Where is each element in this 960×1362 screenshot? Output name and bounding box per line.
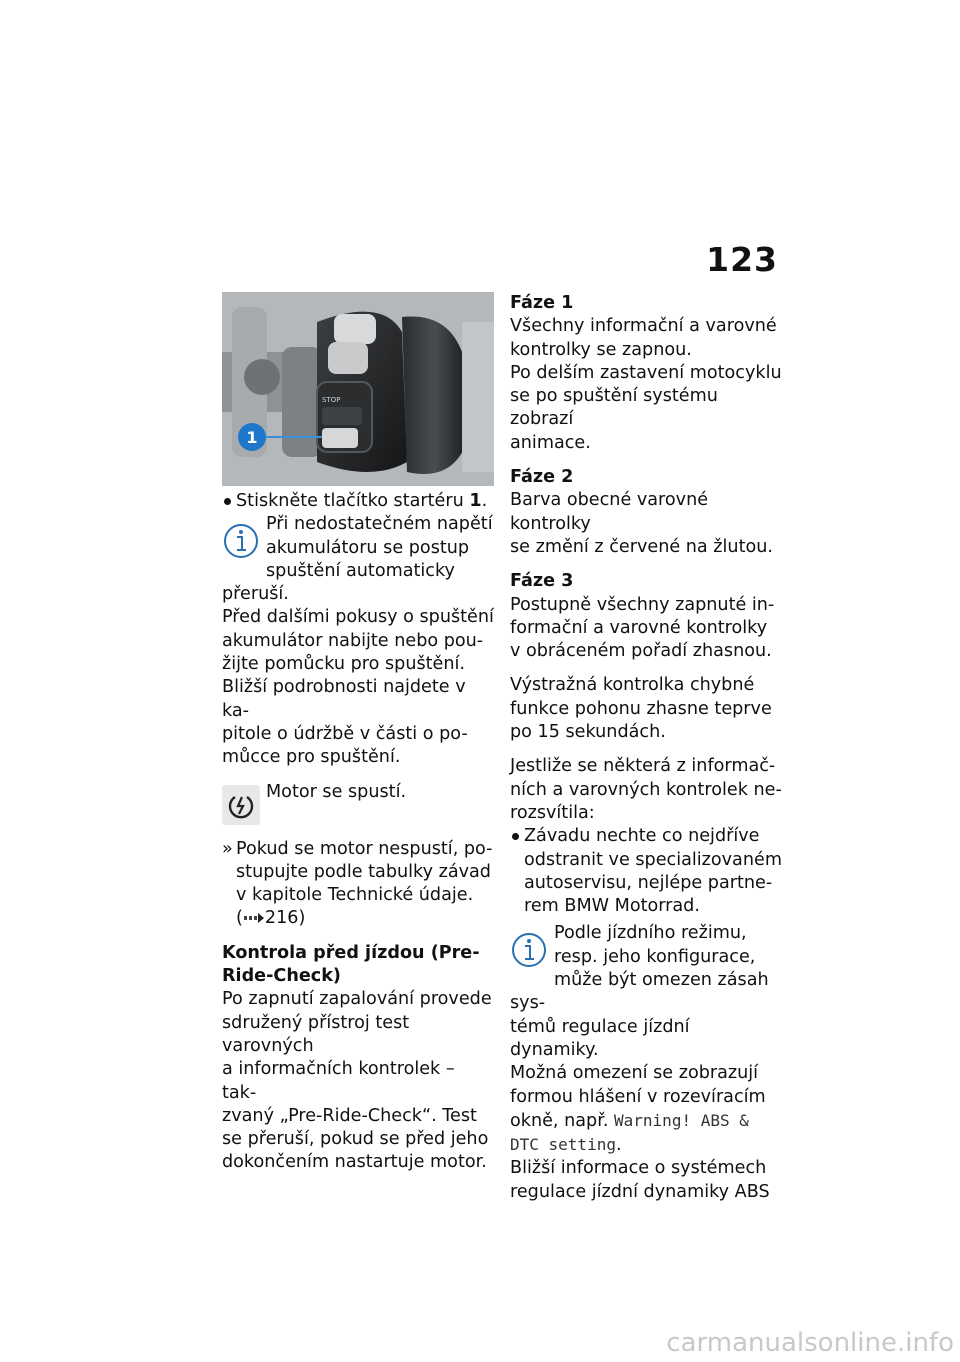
engine-start-symbol	[222, 785, 260, 825]
phase-1-section: Fáze 1 Všechny informační a varovné kontrolky se zapnou. Po delším zastavení motocyklu se po spuštění systému zobrazí animace.	[510, 293, 782, 453]
result-engine-starts: Motor se spustí.	[222, 781, 494, 827]
stop-label: STOP	[322, 396, 341, 404]
bullet-have-fault-repaired: Závadu nechte co nejdříve odstranit ve specializovaném autoservisu, nejlépe partne- rem BMW Motorrad.	[510, 825, 782, 918]
info-note-riding-mode	[510, 922, 782, 1204]
pre-ride-check-body: Po zapnutí zapalování provede sdružený přístroj test varovných a informačních kontrolek – tak- zvaný „Pre-Ride-Check“. Test se přeruší, pokud se před jeho dokončením nastartuje motor.	[222, 989, 492, 1173]
pre-ride-check-heading: Kontrola před jízdou (Pre- Ride-Check)	[222, 942, 480, 987]
display-message-part1: Warning! ABS &	[614, 1110, 749, 1130]
left-column	[222, 292, 494, 1175]
phase-2-heading: Fáze 2	[510, 467, 574, 488]
step-press-starter: Stiskněte tlačítko startéru 1.	[222, 490, 494, 513]
if-engine-not-start: » Pokud se motor nespustí, po- stupujte podle tabulky závad v kapitole Technické údaje. ( 216)	[222, 838, 494, 931]
lamps-not-lit-note: Jestliže se některá z informač- ních a varovných kontrolek ne- rozsvítila:	[510, 756, 782, 823]
handlebar-illustration	[222, 292, 494, 486]
drive-fault-lamp-note: Výstražná kontrolka chybné funkce pohonu zhasne teprve po 15 sekundách.	[510, 675, 772, 743]
info-text-riding-mode: Podle jízdního režimu, resp. jeho konfigurace, může být omezen zásah sys- témů regulace jízdní dynamiky. Možná omezení se zobrazují formou hlášení v rozevíracím okně, např. Warning! ABS & DTC setting. Bližší informace o systémech regulace jízdní dynamiky ABS	[510, 923, 770, 1202]
phase-3-heading: Fáze 3	[510, 571, 574, 592]
display-message-part2: DTC setting	[510, 1135, 616, 1155]
pre-ride-check-section	[222, 942, 494, 1175]
info-text-battery: Při nedostatečném napětí akumulátoru se postup spuštění automaticky přeruší. Před dalšími pokusy o spuštění akumulátor nabijte nebo pou- žijte pomůcku pro spuštění. Bližší podrobnosti najdete v ka- pitole o údržbě v části o po- můcce pro spuštění.	[222, 514, 494, 768]
info-note-battery	[222, 513, 494, 769]
phase-1-heading: Fáze 1	[510, 293, 574, 313]
phase-2-section: Fáze 2 Barva obecné varovné kontrolky se změní z červené na žlutou.	[510, 466, 782, 559]
phase-3-section: Fáze 3 Postupně všechny zapnuté in- formační a varovné kontrolky v obráceném pořadí zhasnou.	[510, 570, 782, 663]
page-reference[interactable]: ( 216)	[236, 908, 306, 929]
right-column	[510, 292, 782, 1204]
callout-1: 1	[246, 428, 258, 447]
reference-arrow-icon	[243, 912, 265, 924]
handlebar-switch-photo	[222, 292, 494, 486]
page-number: 123	[706, 240, 778, 279]
engine-start-icon	[226, 790, 256, 820]
watermark: carmanualsonline.info	[666, 1328, 954, 1358]
info-icon	[222, 519, 260, 563]
info-icon	[510, 928, 548, 972]
